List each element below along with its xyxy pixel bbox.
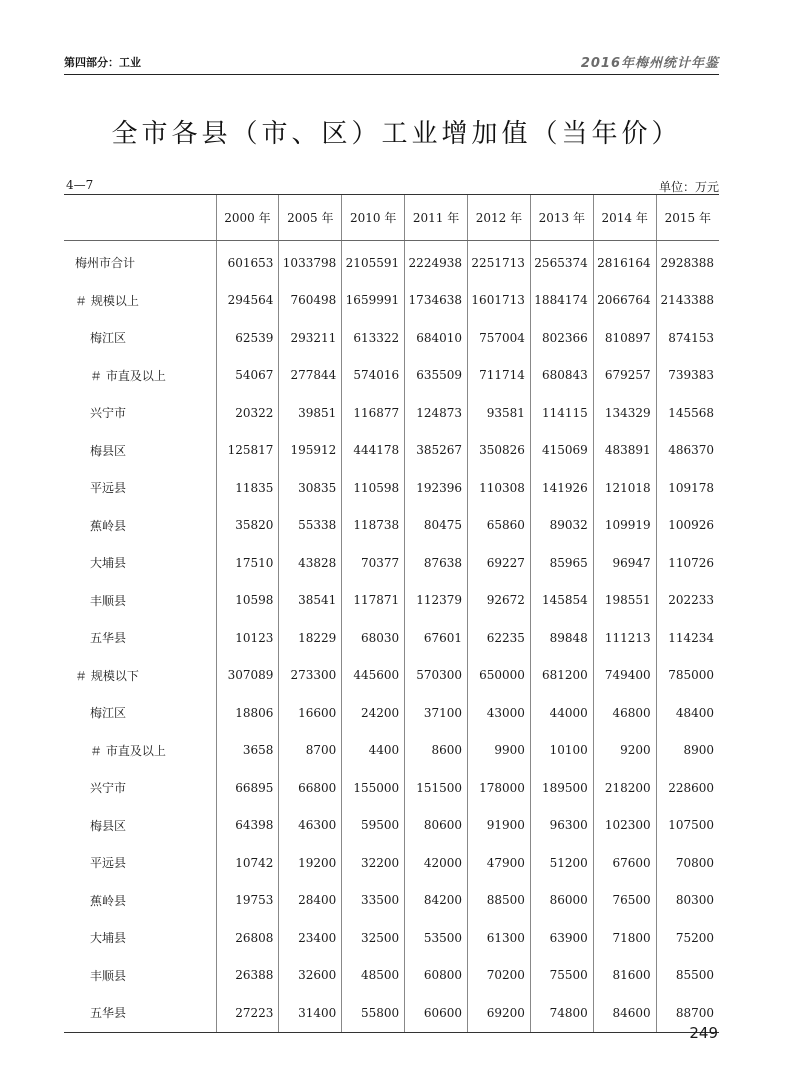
table-cell: 483891 [593,432,656,470]
table-cell: 2143388 [656,282,719,320]
table-cell: 613322 [342,319,405,357]
table-code: 4—7 [66,178,94,192]
table-cell: 59500 [342,807,405,845]
table-cell: 19753 [216,882,279,920]
table-cell: 54067 [216,357,279,395]
table-row [64,469,719,507]
table-cell: 68030 [342,619,405,657]
table-cell: 55800 [342,994,405,1032]
table-cell: 48500 [342,957,405,995]
table-cell: 114234 [656,619,719,657]
table-cell: 62235 [468,619,531,657]
table-cell: 681200 [530,657,593,695]
table-cell: 55338 [279,507,342,545]
table-row [64,357,719,395]
table-cell: 2224938 [405,241,468,282]
row-label: 五华县 [64,994,216,1032]
section-label: 第四部分：工业 [64,56,141,69]
table-row [64,432,719,470]
table-cell: 27223 [216,994,279,1032]
table-cell: 87638 [405,544,468,582]
table-cell: 178000 [468,769,531,807]
row-label: ＃ 市直及以上 [90,368,166,383]
table-cell: 38541 [279,582,342,620]
table-cell: 48400 [656,694,719,732]
table-cell: 110598 [342,469,405,507]
table-cell: 43000 [468,694,531,732]
table-cell: 757004 [468,319,531,357]
table-body [64,241,719,1033]
table-cell: 64398 [216,807,279,845]
table-cell: 124873 [405,394,468,432]
row-label: 梅江区 [90,706,127,721]
table-cell: 202233 [656,582,719,620]
table-cell: 70377 [342,544,405,582]
table-cell: 107500 [656,807,719,845]
table-cell: 75200 [656,919,719,957]
table-cell: 85965 [530,544,593,582]
table-cell: 32200 [342,844,405,882]
row-label: 梅县区 [90,443,127,458]
table-cell: 874153 [656,319,719,357]
table-cell: 307089 [216,657,279,695]
table-cell: 445600 [342,657,405,695]
table-cell: 89032 [530,507,593,545]
table-cell: 69227 [468,544,531,582]
row-label: 兴宁市 [90,406,127,421]
table-cell: 749400 [593,657,656,695]
table-cell: 20322 [216,394,279,432]
table-cell: 46800 [593,694,656,732]
table-cell: 198551 [593,582,656,620]
table-row [64,694,719,732]
page-number: 249 [689,1024,718,1042]
table-cell: 100926 [656,507,719,545]
yearbook-label: 2016年梅州统计年鉴 [580,56,719,71]
table-cell: 39851 [279,394,342,432]
table-cell: 415069 [530,432,593,470]
stub-header [64,195,216,241]
table-cell: 4400 [342,732,405,770]
table-cell: 92672 [468,582,531,620]
table-cell: 30835 [279,469,342,507]
table-cell: 810897 [593,319,656,357]
table-cell: 228600 [656,769,719,807]
row-label: 平远县 [90,856,127,871]
table-cell: 785000 [656,657,719,695]
table-cell: 117871 [342,582,405,620]
table-row [64,882,719,920]
table-cell: 11835 [216,469,279,507]
row-label: 梅州市合计 [75,256,136,271]
table-row [64,919,719,957]
row-label: 梅江区 [90,331,127,346]
table-row [64,807,719,845]
table-cell: 1601713 [468,282,531,320]
table-cell: 32500 [342,919,405,957]
table-cell: 71800 [593,919,656,957]
table-cell: 17510 [216,544,279,582]
table-row [64,657,719,695]
table-cell: 19200 [279,844,342,882]
table-cell: 91900 [468,807,531,845]
table-cell: 51200 [530,844,593,882]
row-label: ＃ 市直及以上 [90,743,166,758]
table-cell: 102300 [593,807,656,845]
table-cell: 444178 [342,432,405,470]
table-cell: 189500 [530,769,593,807]
table-row [64,732,719,770]
column-header: 2015 年 [656,195,719,241]
column-header: 2013 年 [530,195,593,241]
table-cell: 277844 [279,357,342,395]
table-cell: 195912 [279,432,342,470]
row-label: ＃ 规模以上 [75,293,139,308]
table-cell: 2816164 [593,241,656,282]
table-cell: 293211 [279,319,342,357]
table-cell: 23400 [279,919,342,957]
table-cell: 18806 [216,694,279,732]
table-cell: 145854 [530,582,593,620]
table-cell: 88500 [468,882,531,920]
table-cell: 33500 [342,882,405,920]
table-cell: 88700 [656,994,719,1032]
table-cell: 67601 [405,619,468,657]
table-cell: 145568 [656,394,719,432]
table-cell: 650000 [468,657,531,695]
table-cell: 10598 [216,582,279,620]
table-cell: 486370 [656,432,719,470]
table-row [64,241,719,282]
table-cell: 70200 [468,957,531,995]
data-table [64,195,719,1033]
table-cell: 53500 [405,919,468,957]
table-row [64,544,719,582]
table-row [64,582,719,620]
unit-label: 单位：万元 [658,180,719,194]
table-cell: 218200 [593,769,656,807]
table-cell: 37100 [405,694,468,732]
table-cell: 2105591 [342,241,405,282]
table-cell: 125817 [216,432,279,470]
table-row [64,507,719,545]
table-cell: 18229 [279,619,342,657]
column-header: 2014 年 [593,195,656,241]
table-cell: 84600 [593,994,656,1032]
table-cell: 60800 [405,957,468,995]
table-cell: 70800 [656,844,719,882]
table-cell: 66895 [216,769,279,807]
table-cell: 2251713 [468,241,531,282]
table-cell: 110308 [468,469,531,507]
table-cell: 121018 [593,469,656,507]
row-label: 梅县区 [90,818,127,833]
table-cell: 35820 [216,507,279,545]
table-cell: 294564 [216,282,279,320]
table-cell: 111213 [593,619,656,657]
table-cell: 8700 [279,732,342,770]
table-cell: 141926 [530,469,593,507]
table-cell: 1734638 [405,282,468,320]
table-row [64,319,719,357]
table-cell: 63900 [530,919,593,957]
table-cell: 684010 [405,319,468,357]
table-cell: 574016 [342,357,405,395]
column-header: 2000 年 [216,195,279,241]
table-cell: 96947 [593,544,656,582]
table-row [64,619,719,657]
table-cell: 24200 [342,694,405,732]
table-cell: 96300 [530,807,593,845]
table-cell: 76500 [593,882,656,920]
table-cell: 9900 [468,732,531,770]
table-cell: 80600 [405,807,468,845]
column-header: 2005 年 [279,195,342,241]
table-cell: 739383 [656,357,719,395]
table-cell: 114115 [530,394,593,432]
table-cell: 10100 [530,732,593,770]
table-cell: 151500 [405,769,468,807]
running-header [64,44,719,75]
table-cell: 680843 [530,357,593,395]
table-cell: 3658 [216,732,279,770]
table-cell: 601653 [216,241,279,282]
table-cell: 350826 [468,432,531,470]
column-header: 2010 年 [342,195,405,241]
table-cell: 28400 [279,882,342,920]
table-cell: 26388 [216,957,279,995]
row-label: 大埔县 [90,556,127,571]
table-cell: 42000 [405,844,468,882]
table-cell: 802366 [530,319,593,357]
table-cell: 116877 [342,394,405,432]
column-header: 2011 年 [405,195,468,241]
table-cell: 679257 [593,357,656,395]
table-cell: 10742 [216,844,279,882]
table-cell: 570300 [405,657,468,695]
table-cell: 1659991 [342,282,405,320]
table-cell: 118738 [342,507,405,545]
table-cell: 2066764 [593,282,656,320]
table-cell: 86000 [530,882,593,920]
table-cell: 80475 [405,507,468,545]
row-label: 蕉岭县 [90,893,127,908]
table-cell: 8600 [405,732,468,770]
table-cell: 62539 [216,319,279,357]
row-label: 丰顺县 [90,968,127,983]
row-label: 蕉岭县 [90,518,127,533]
table-cell: 8900 [656,732,719,770]
table-cell: 1884174 [530,282,593,320]
table-row [64,769,719,807]
row-label: 五华县 [90,631,127,646]
table-cell: 760498 [279,282,342,320]
table-cell: 89848 [530,619,593,657]
page-title: 全市各县（市、区）工业增加值（当年价） [111,119,682,149]
table-cell: 44000 [530,694,593,732]
table-cell: 60600 [405,994,468,1032]
table-cell: 85500 [656,957,719,995]
table-cell: 385267 [405,432,468,470]
table-row [64,394,719,432]
row-label: ＃ 规模以下 [75,668,139,683]
table-cell: 1033798 [279,241,342,282]
table-cell: 84200 [405,882,468,920]
column-header: 2012 年 [468,195,531,241]
table-cell: 273300 [279,657,342,695]
row-label: 丰顺县 [90,593,127,608]
table-cell: 46300 [279,807,342,845]
table-cell: 2565374 [530,241,593,282]
table-cell: 74800 [530,994,593,1032]
table-cell: 112379 [405,582,468,620]
table-cell: 109919 [593,507,656,545]
table-cell: 32600 [279,957,342,995]
table-cell: 75500 [530,957,593,995]
table-cell: 2928388 [656,241,719,282]
table-cell: 93581 [468,394,531,432]
row-label: 平远县 [90,481,127,496]
table-cell: 26808 [216,919,279,957]
table-cell: 16600 [279,694,342,732]
table-row [64,957,719,995]
table-cell: 155000 [342,769,405,807]
table-row [64,844,719,882]
table-cell: 134329 [593,394,656,432]
table-cell: 69200 [468,994,531,1032]
table-cell: 192396 [405,469,468,507]
table-cell: 110726 [656,544,719,582]
table-cell: 9200 [593,732,656,770]
table-cell: 635509 [405,357,468,395]
table-cell: 81600 [593,957,656,995]
table-cell: 61300 [468,919,531,957]
table-cell: 10123 [216,619,279,657]
table-cell: 65860 [468,507,531,545]
row-label: 兴宁市 [90,781,127,796]
table-cell: 109178 [656,469,719,507]
table-cell: 66800 [279,769,342,807]
table-cell: 47900 [468,844,531,882]
header-row [64,195,719,241]
row-label: 大埔县 [90,931,127,946]
table-row [64,282,719,320]
table-cell: 43828 [279,544,342,582]
table-cell: 31400 [279,994,342,1032]
table-cell: 711714 [468,357,531,395]
table-cell: 80300 [656,882,719,920]
table-row [64,994,719,1032]
table-cell: 67600 [593,844,656,882]
